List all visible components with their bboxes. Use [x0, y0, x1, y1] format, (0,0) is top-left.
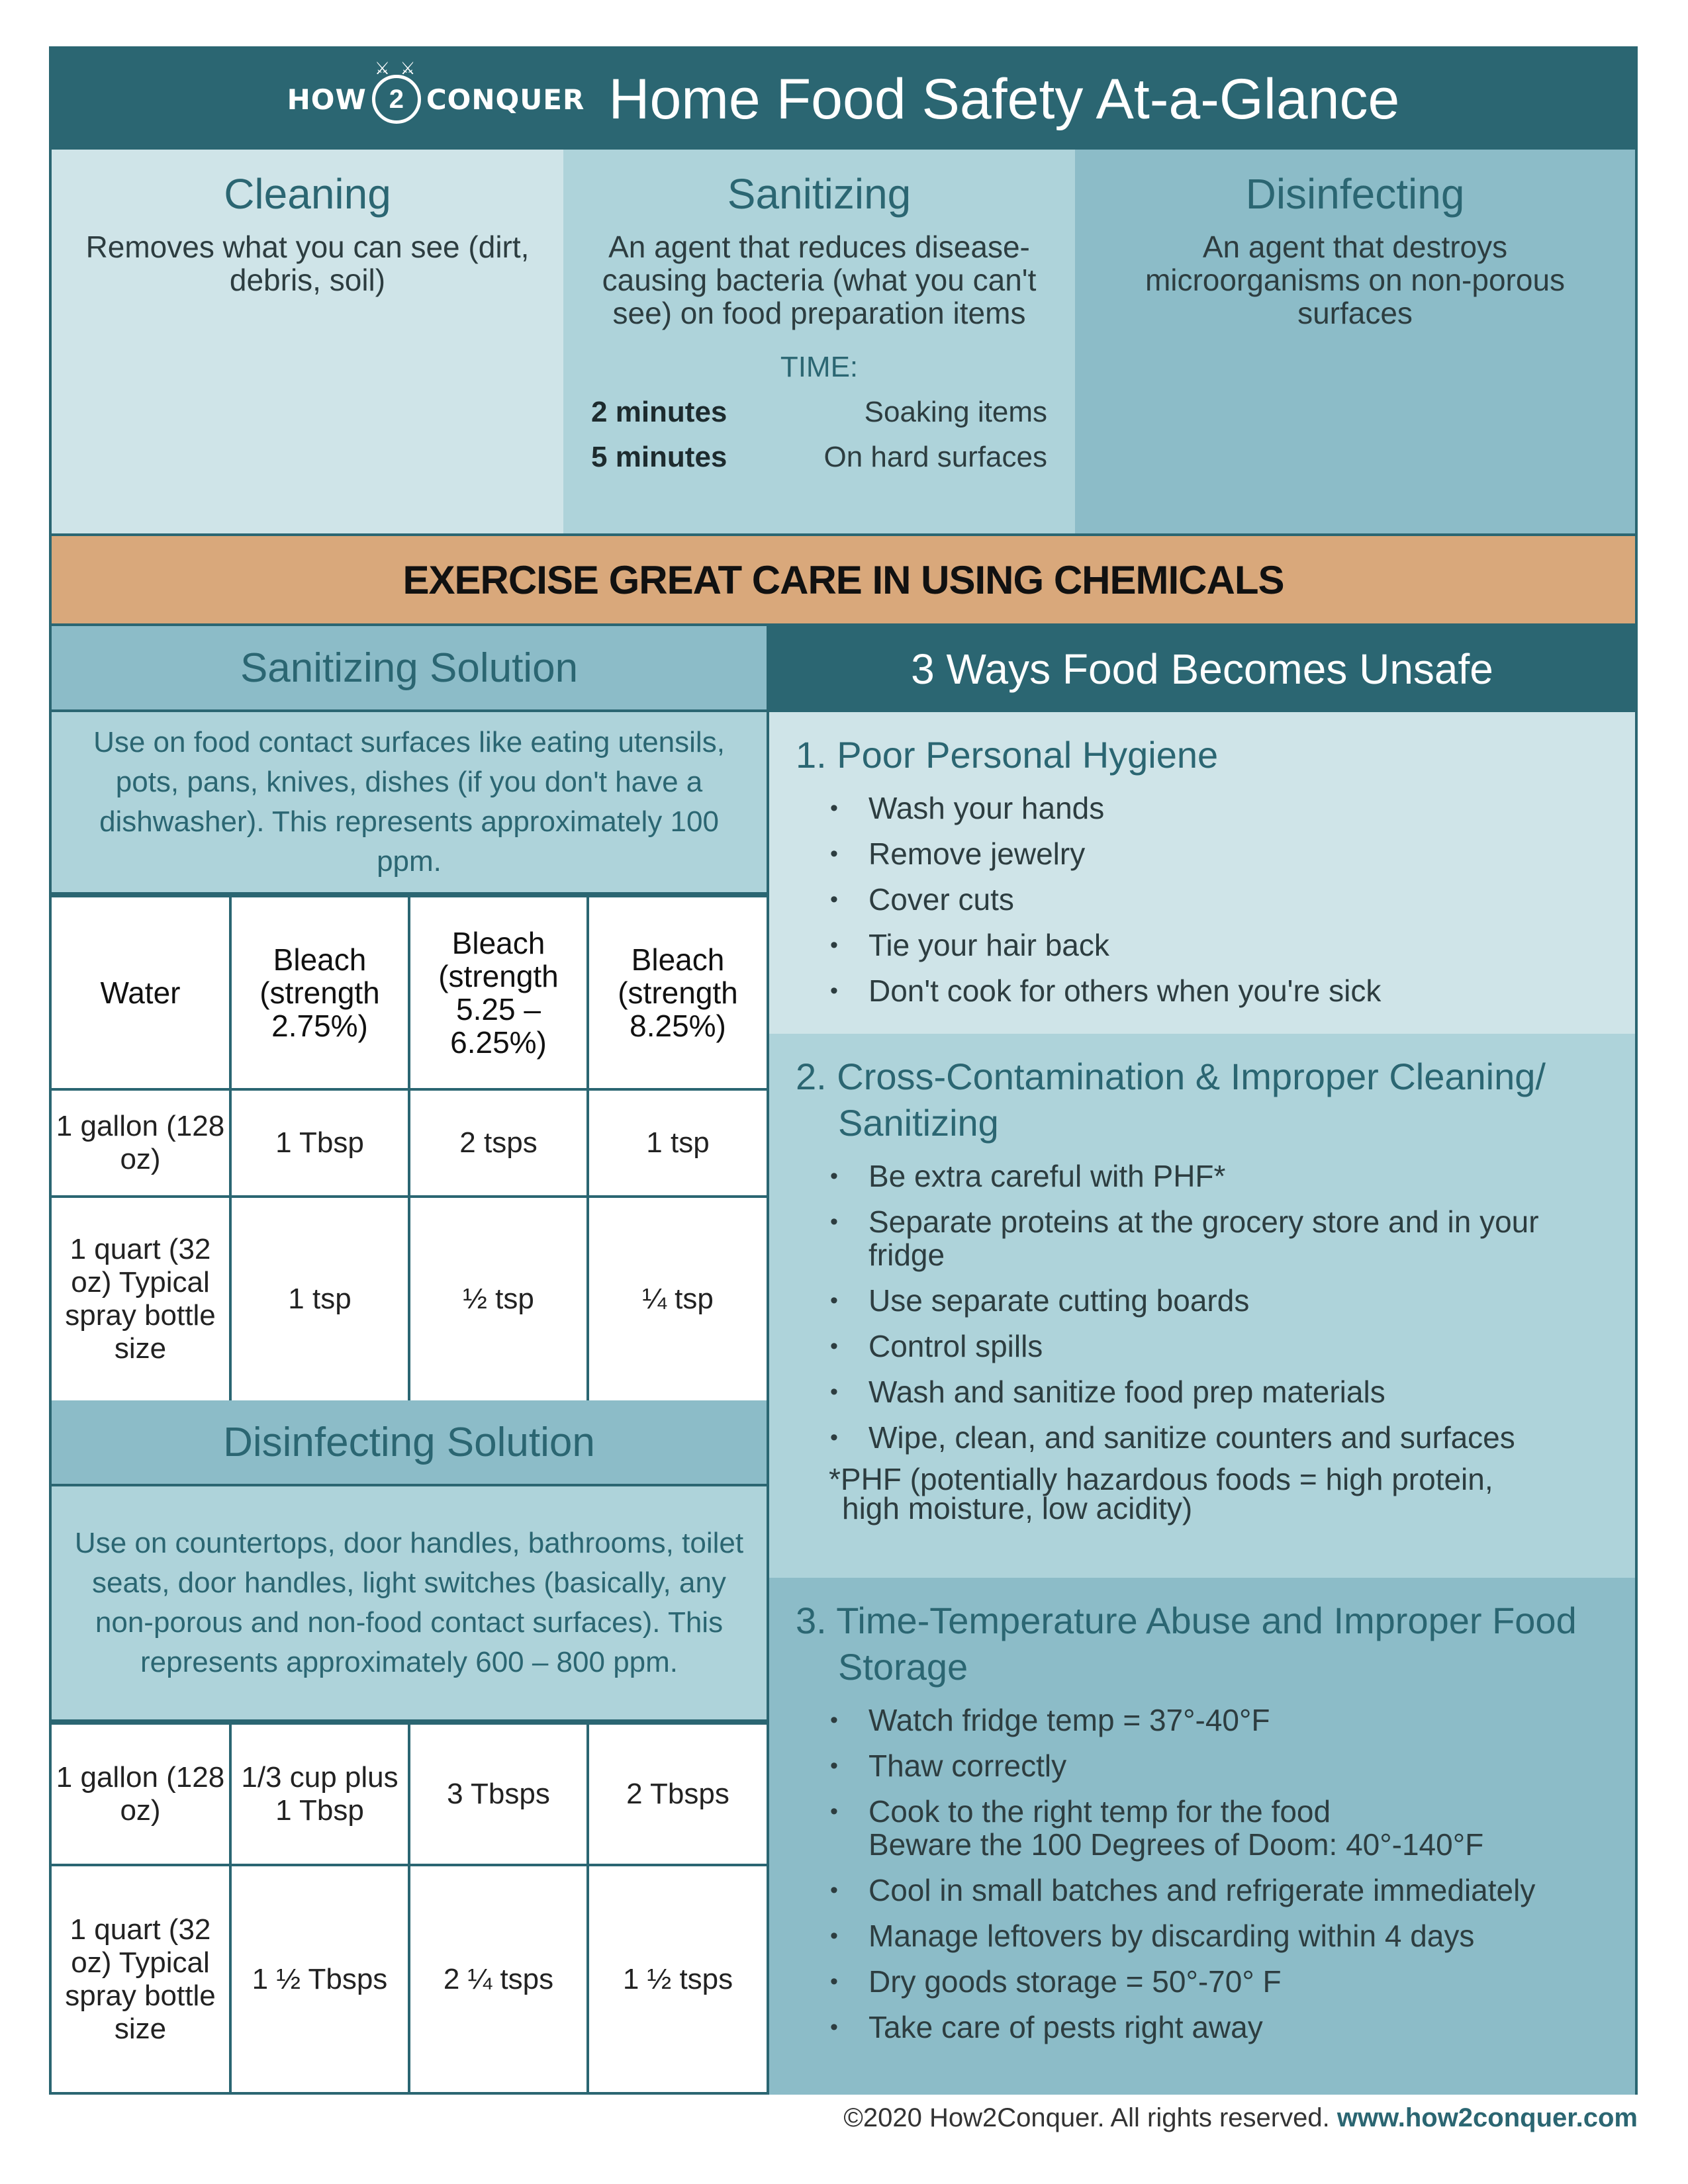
crossed-axes-icon: ⚔ ⚔ — [374, 58, 418, 78]
table-cell: 1 gallon (128 oz) — [52, 1089, 230, 1197]
table-cell: 2 ¼ tsps — [409, 1865, 588, 2093]
sanitizing-solution-table — [52, 895, 767, 1403]
definition-sanitizing — [563, 150, 1075, 533]
table-row — [52, 1197, 767, 1402]
table-header-cell: Bleach (strength 5.25 – 6.25%) — [409, 896, 588, 1089]
way-list — [796, 1704, 1609, 2044]
way-list — [796, 792, 1609, 1007]
table-cell: 3 Tbsps — [409, 1723, 588, 1865]
table-header-row — [52, 896, 767, 1089]
time-use: Soaking items — [864, 396, 1047, 428]
disinfecting-solution-heading — [52, 1400, 767, 1486]
logo-word-how: HOW — [287, 83, 367, 116]
disinfecting-solution-table — [52, 1722, 767, 2095]
unsafe-food-heading — [769, 626, 1635, 712]
logo-word-conquer: CONQUER — [426, 83, 585, 116]
time-row — [563, 441, 1075, 474]
way-list — [796, 1160, 1609, 1454]
definition-title: Sanitizing — [727, 170, 912, 218]
way-title: 3. Time-Temperature Abuse and Improper Food Storage — [796, 1600, 1577, 1688]
section-description: Use on food contact surfaces like eating utensils, pots, pans, knives, dishes (if you don't have a dishwasher). This represents approximately 100 ppm. — [93, 726, 725, 878]
footer — [843, 2103, 1638, 2133]
way-cross-contamination — [769, 1034, 1635, 1578]
warning-text: EXERCISE GREAT CARE IN USING CHEMICALS — [402, 557, 1284, 602]
table-header-cell: Bleach (strength 2.75%) — [230, 896, 409, 1089]
logo-number: 2 — [389, 84, 404, 114]
section-title: Sanitizing Solution — [240, 645, 579, 691]
list-item: • Watch fridge temp = 37°-40°F — [868, 1704, 1609, 1737]
table-header-cell: Bleach (strength 8.25%) — [588, 896, 767, 1089]
table-row — [52, 1723, 767, 1865]
list-item: • Dry goods storage = 50°-70° F — [868, 1965, 1609, 1998]
definitions-row — [52, 150, 1635, 533]
list-item: • Control spills — [868, 1330, 1609, 1363]
table-cell: 1 gallon (128 oz) — [52, 1723, 230, 1865]
table-cell: 1 tsp — [230, 1197, 409, 1402]
table-cell: 1/3 cup plus 1 Tbsp — [230, 1723, 409, 1865]
table-row — [52, 1865, 767, 2093]
table-cell: 1 quart (32 oz) Typical spray bottle size — [52, 1865, 230, 2093]
phf-footnote-continued: high moisture, low acidity) — [842, 1491, 1193, 1525]
time-row — [563, 396, 1075, 429]
disinfecting-solution-description — [52, 1486, 767, 1722]
section-description: Use on countertops, door handles, bathrooms, toilet seats, door handles, light switches (basically, any non-porous and non-food contact surfaces). This represents approximately 600 – 800 ppm. — [74, 1527, 744, 1678]
table-cell: 1 quart (32 oz) Typical spray bottle size — [52, 1197, 230, 1402]
header-bar — [52, 49, 1635, 150]
definition-title: Cleaning — [224, 170, 391, 218]
list-item-text: Cook to the right temp for the food — [868, 1794, 1331, 1829]
copyright-text: ©2020 How2Conquer. All rights reserved. — [843, 2103, 1330, 2132]
list-item: • Wash and sanitize food prep materials — [868, 1375, 1609, 1408]
definition-text: Removes what you can see (dirt, debris, soil) — [85, 230, 530, 297]
table-cell: ¼ tsp — [588, 1197, 767, 1402]
way-time-temperature — [769, 1578, 1635, 2095]
list-item: • Separate proteins at the grocery store and in your fridge — [868, 1205, 1609, 1271]
definition-cleaning — [52, 150, 563, 533]
how2conquer-logo — [287, 58, 585, 124]
list-item: • Wipe, clean, and sanitize counters and surfaces — [868, 1421, 1609, 1454]
list-item: • Wash your hands — [868, 792, 1609, 825]
way-title: 2. Cross-Contamination & Improper Cleaning/ Sanitizing — [796, 1056, 1546, 1144]
definition-title: Disinfecting — [1245, 170, 1465, 218]
list-item-subtext: Beware the 100 Degrees of Doom: 40°-140°F — [868, 1827, 1484, 1862]
logo-badge-icon — [372, 58, 421, 124]
section-title: 3 Ways Food Becomes Unsafe — [911, 645, 1493, 693]
list-item: • Tie your hair back — [868, 929, 1609, 962]
table-cell: ½ tsp — [409, 1197, 588, 1402]
unsafe-food-column — [767, 626, 1635, 2095]
time-use: On hard surfaces — [823, 441, 1047, 473]
section-title: Disinfecting Solution — [223, 1419, 595, 1465]
table-cell: 1 ½ Tbsps — [230, 1865, 409, 2093]
table-cell: 1 Tbsp — [230, 1089, 409, 1197]
warning-banner — [52, 533, 1635, 626]
definition-text: An agent that destroys microorganisms on non-porous surfaces — [1145, 230, 1566, 330]
list-item: • Be extra careful with PHF* — [868, 1160, 1609, 1193]
definition-disinfecting — [1075, 150, 1635, 533]
list-item: • Remove jewelry — [868, 837, 1609, 870]
definition-text: An agent that reduces disease-causing bacteria (what you can't see) on food preparation items — [602, 230, 1037, 330]
table-header-cell: Water — [52, 896, 230, 1089]
table-cell: 1 tsp — [588, 1089, 767, 1197]
page-title: Home Food Safety At-a-Glance — [608, 67, 1400, 131]
way-title: 1. Poor Personal Hygiene — [796, 734, 1219, 776]
phf-footnote: *PHF (potentially hazardous foods = high protein, — [829, 1462, 1493, 1496]
list-item: • Cool in small batches and refrigerate immediately — [868, 1874, 1609, 1907]
time-duration: 2 minutes — [591, 396, 727, 428]
solutions-column — [52, 626, 767, 2095]
sanitizing-solution-heading — [52, 626, 767, 712]
time-label: TIME: — [780, 351, 859, 383]
table-cell: 2 Tbsps — [588, 1723, 767, 1865]
food-safety-sheet — [49, 46, 1638, 2095]
table-row — [52, 1089, 767, 1197]
sanitizing-solution-description — [52, 712, 767, 895]
list-item: • Take care of pests right away — [868, 2011, 1609, 2044]
table-cell: 1 ½ tsps — [588, 1865, 767, 2093]
list-item: • Manage leftovers by discarding within 4 days — [868, 1919, 1609, 1952]
list-item: • Use separate cutting boards — [868, 1284, 1609, 1317]
way-personal-hygiene — [769, 712, 1635, 1034]
list-item: • Don't cook for others when you're sick — [868, 974, 1609, 1007]
table-cell: 2 tsps — [409, 1089, 588, 1197]
list-item: • Thaw correctly — [868, 1749, 1609, 1782]
time-duration: 5 minutes — [591, 441, 727, 473]
list-item — [868, 1795, 1609, 1861]
website-link[interactable]: www.how2conquer.com — [1336, 2103, 1638, 2132]
list-item: • Cover cuts — [868, 883, 1609, 916]
